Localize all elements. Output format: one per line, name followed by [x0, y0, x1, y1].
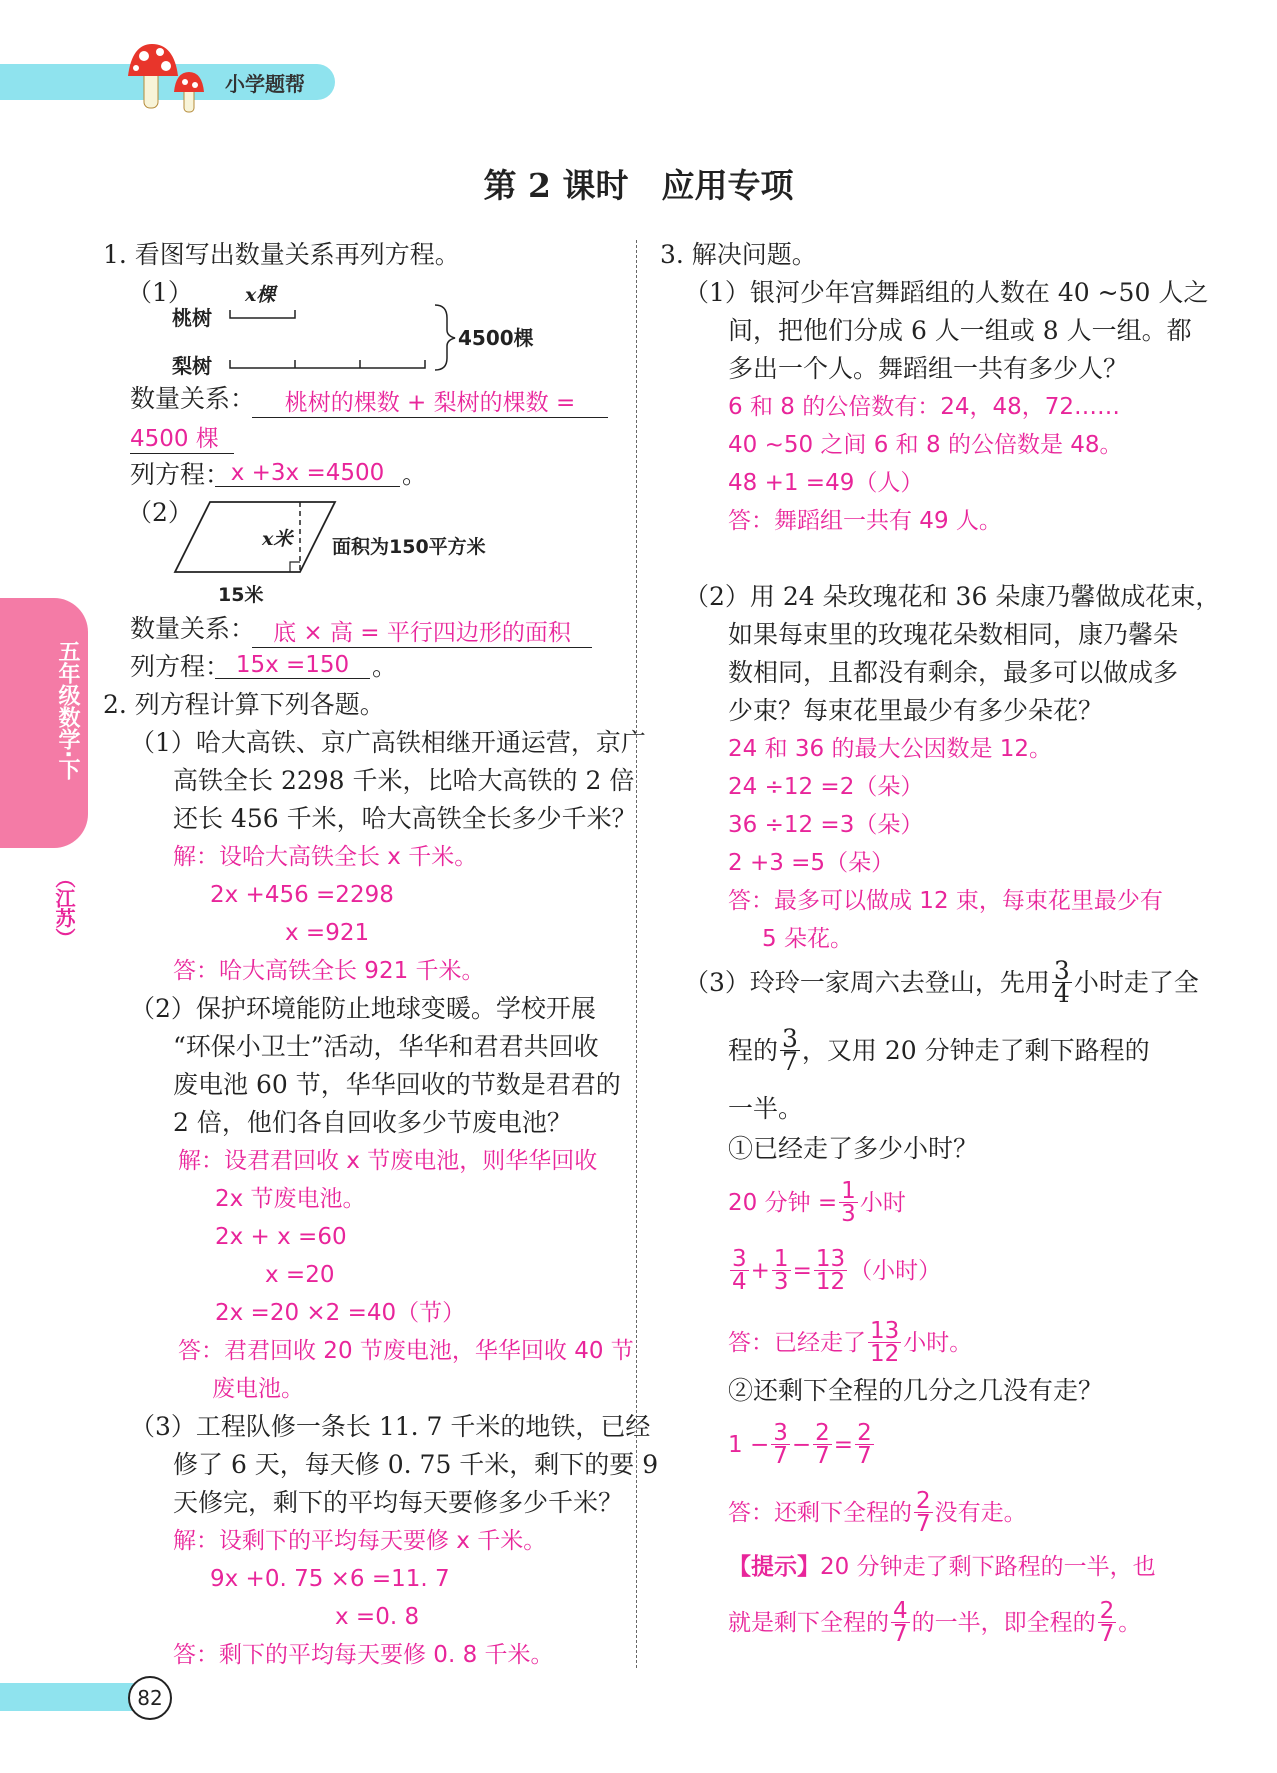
- q1-p1-eq-end: 。: [402, 460, 428, 489]
- q3-p3-step3: 答：已经走了 $\frac{13}{12}$ 小时。: [728, 1318, 973, 1367]
- q2-p2-sol: x =20: [265, 1262, 335, 1288]
- q1-p1-num: （1）: [127, 278, 193, 307]
- q2-p2-sol: 2x + x =60: [215, 1224, 347, 1250]
- q2-p2-sol: 废电池。: [212, 1376, 304, 1402]
- q2-p2-sol: 2x =20 ×2 =40（节）: [215, 1300, 466, 1326]
- q1-p1-rel-ans1: 桃树的棵数 + 梨树的棵数 =: [252, 384, 608, 418]
- region-label: （江苏）: [52, 868, 76, 948]
- q3-p2-sol: 答：最多可以做成 12 束，每束花里最少有: [728, 888, 1163, 914]
- q2-p1-line: （1）哈大高铁、京广高铁相继开通运营，京广: [130, 728, 646, 757]
- q3-p1-line: 多出一个人。舞蹈组一共有多少人？: [728, 354, 1129, 383]
- brand-label: 小学题帮: [225, 72, 305, 96]
- peach-label: 桃树: [172, 306, 212, 330]
- q3-p1-line: （1）银河少年宫舞蹈组的人数在 40 ~50 人之: [684, 278, 1209, 307]
- q2-p3-sol: 9x +0. 75 ×6 =11. 7: [210, 1566, 450, 1592]
- height-label: x米: [262, 528, 293, 550]
- q1-p1-rel-label: 数量关系：: [130, 384, 256, 413]
- q2-p2-line: （2）保护环境能防止地球变暖。学校开展: [130, 994, 596, 1023]
- q2-p3-sol: 答：剩下的平均每天要修 0. 8 千米。: [173, 1642, 554, 1668]
- q3-p2-sol: 5 朵花。: [762, 926, 853, 952]
- q3-p2-sol: 24 ÷12 =2（朵）: [728, 774, 924, 800]
- q2-p1-line: 高铁全长 2298 千米，比哈大高铁的 2 倍: [173, 766, 635, 795]
- q3-p3-line3: 一半。: [728, 1094, 804, 1123]
- q3-p3-sub1: ①已经走了多少小时？: [728, 1134, 979, 1163]
- q1-p1-rel-ans2: 4500 棵: [130, 420, 234, 454]
- q3-p3-step1: 20 分钟 = $\frac{1}{3}$ 小时: [728, 1178, 906, 1227]
- q3-p2-line: 数相同，且都没有剩余，最多可以做成多: [728, 658, 1179, 687]
- q2-p3-sol: 解：设剩下的平均每天要修 x 千米。: [173, 1528, 547, 1554]
- q3-p3-line1: [684, 956, 1199, 1008]
- fraction-three-quarters: $\frac{3}{4}$: [1053, 956, 1070, 1008]
- q2-p1-sol: x =921: [285, 920, 370, 946]
- q3-p1-sol: 48 +1 =49（人）: [728, 470, 924, 496]
- q3-p2-line: 少束？每束花里最少有多少朵花？: [728, 696, 1104, 725]
- q2-p1-sol: 2x +456 =2298: [210, 882, 394, 908]
- base-label: 15米: [218, 584, 264, 606]
- tree-diagram: [225, 300, 465, 375]
- q3-p3-step4: 1 − $\frac{3}{7}$ − $\frac{2}{7}$ = $\frac{2}{7}$: [728, 1420, 872, 1469]
- q2-p2-sol: 答：君君回收 20 节废电池，华华回收 40 节: [178, 1338, 634, 1364]
- q3-p3-line2: [728, 1024, 1150, 1076]
- q2-p1-line: 还长 456 千米，哈大高铁全长多少千米？: [173, 804, 637, 833]
- q3-p3-tip-line2: 就是剩下全程的 $\frac{4}{7}$ 的一半，即全程的 $\frac{2}{7}$ 。: [728, 1598, 1142, 1647]
- pear-label: 梨树: [172, 354, 212, 378]
- q1-p2-rel-ans: 底 × 高 = 平行四边形的面积: [252, 614, 592, 648]
- q2-prompt: 2. 列方程计算下列各题。: [103, 690, 385, 719]
- q3-p1-sol: 答：舞蹈组一共有 49 人。: [728, 508, 1002, 534]
- q2-p1-sol: 答：哈大高铁全长 921 千米。: [173, 958, 485, 984]
- q2-p2-sol: 解：设君君回收 x 节废电池，则华华回收: [178, 1148, 598, 1174]
- q1-p2-eq-ans: 15x =150: [215, 652, 370, 679]
- total-label: 4500棵: [458, 326, 534, 350]
- q3-p2-line: 如果每束里的玫瑰花朵数相同，康乃馨朵: [728, 620, 1179, 649]
- q3-p3-sub2: ②还剩下全程的几分之几没有走？: [728, 1376, 1104, 1405]
- parallelogram-diagram: [170, 498, 340, 578]
- q3-p2-sol: 24 和 36 的最大公因数是 12。: [728, 736, 1053, 762]
- q3-p3-step2: $\frac{3}{4}$ + $\frac{1}{3}$ = $\frac{13}{12}$ （小时）: [732, 1246, 942, 1295]
- area-label: 面积为150平方米: [332, 536, 486, 558]
- q3-p3-text: 小时走了全: [1073, 967, 1199, 997]
- q2-p2-line: 废电池 60 节，华华回收的节数是君君的: [173, 1070, 621, 1099]
- q2-p1-sol: 解：设哈大高铁全长 x 千米。: [173, 844, 478, 870]
- q2-p3-line: 天修完，剩下的平均每天要修多少千米？: [173, 1488, 624, 1517]
- q2-p2-line: “环保小卫士”活动，华华和君君共回收: [173, 1032, 599, 1061]
- q3-p3-tip-line1: 【提示】20 分钟走了剩下路程的一半，也: [728, 1554, 1156, 1580]
- q3-p2-sol: 36 ÷12 =3（朵）: [728, 812, 924, 838]
- q1-p1-eq-label: 列方程：: [130, 460, 231, 489]
- q1-p2-num: （2）: [127, 498, 193, 527]
- fraction-three-sevenths: $\frac{3}{7}$: [782, 1024, 798, 1076]
- q3-p1-line: 间，把他们分成 6 人一组或 8 人一组。都: [728, 316, 1192, 345]
- q3-prompt: 3. 解决问题。: [660, 240, 817, 269]
- q2-p3-sol: x =0. 8: [335, 1604, 420, 1630]
- q3-p2-sol: 2 +3 =5（朵）: [728, 850, 895, 876]
- q2-p3-line: 修了 6 天，每天修 0. 75 千米，剩下的要 9: [173, 1450, 659, 1479]
- page-title: 第 2 课时 应用专项: [483, 166, 794, 205]
- q1-p2-eq-label: 列方程：: [130, 652, 231, 681]
- q3-p3-text: 程的: [728, 1035, 779, 1065]
- q1-p1-eq-ans: x +3x =4500: [215, 460, 400, 487]
- mushroom-icon: [122, 40, 222, 115]
- q3-p1-sol: 40 ~50 之间 6 和 8 的公倍数是 48。: [728, 432, 1123, 458]
- x-trees-label: x棵: [245, 284, 276, 306]
- q3-p3-text: ，又用 20 分钟走了剩下路程的: [801, 1035, 1150, 1065]
- tip-label: 【提示】: [728, 1554, 820, 1580]
- q2-p3-line: （3）工程队修一条长 11. 7 千米的地铁，已经: [130, 1412, 651, 1441]
- grade-label: 五年级数学·下: [55, 640, 80, 781]
- q3-p1-sol: 6 和 8 的公倍数有：24，48，72……: [728, 394, 1120, 420]
- q3-p3-text: （3）玲玲一家周六去登山，先用: [684, 967, 1050, 997]
- q3-p3-step5: 答：还剩下全程的 $\frac{2}{7}$ 没有走。: [728, 1488, 1027, 1537]
- q3-p2-line: （2）用 24 朵玫瑰花和 36 朵康乃馨做成花束，: [684, 582, 1221, 611]
- q1-p2-eq-end: 。: [372, 652, 398, 681]
- q1-p2-rel-label: 数量关系：: [130, 614, 256, 643]
- q2-p2-line: 2 倍，他们各自回收多少节废电池？: [173, 1108, 572, 1137]
- q2-p2-sol: 2x 节废电池。: [215, 1186, 366, 1212]
- page-number: 82: [128, 1676, 172, 1720]
- q1-prompt: 1. 看图写出数量关系再列方程。: [103, 240, 460, 269]
